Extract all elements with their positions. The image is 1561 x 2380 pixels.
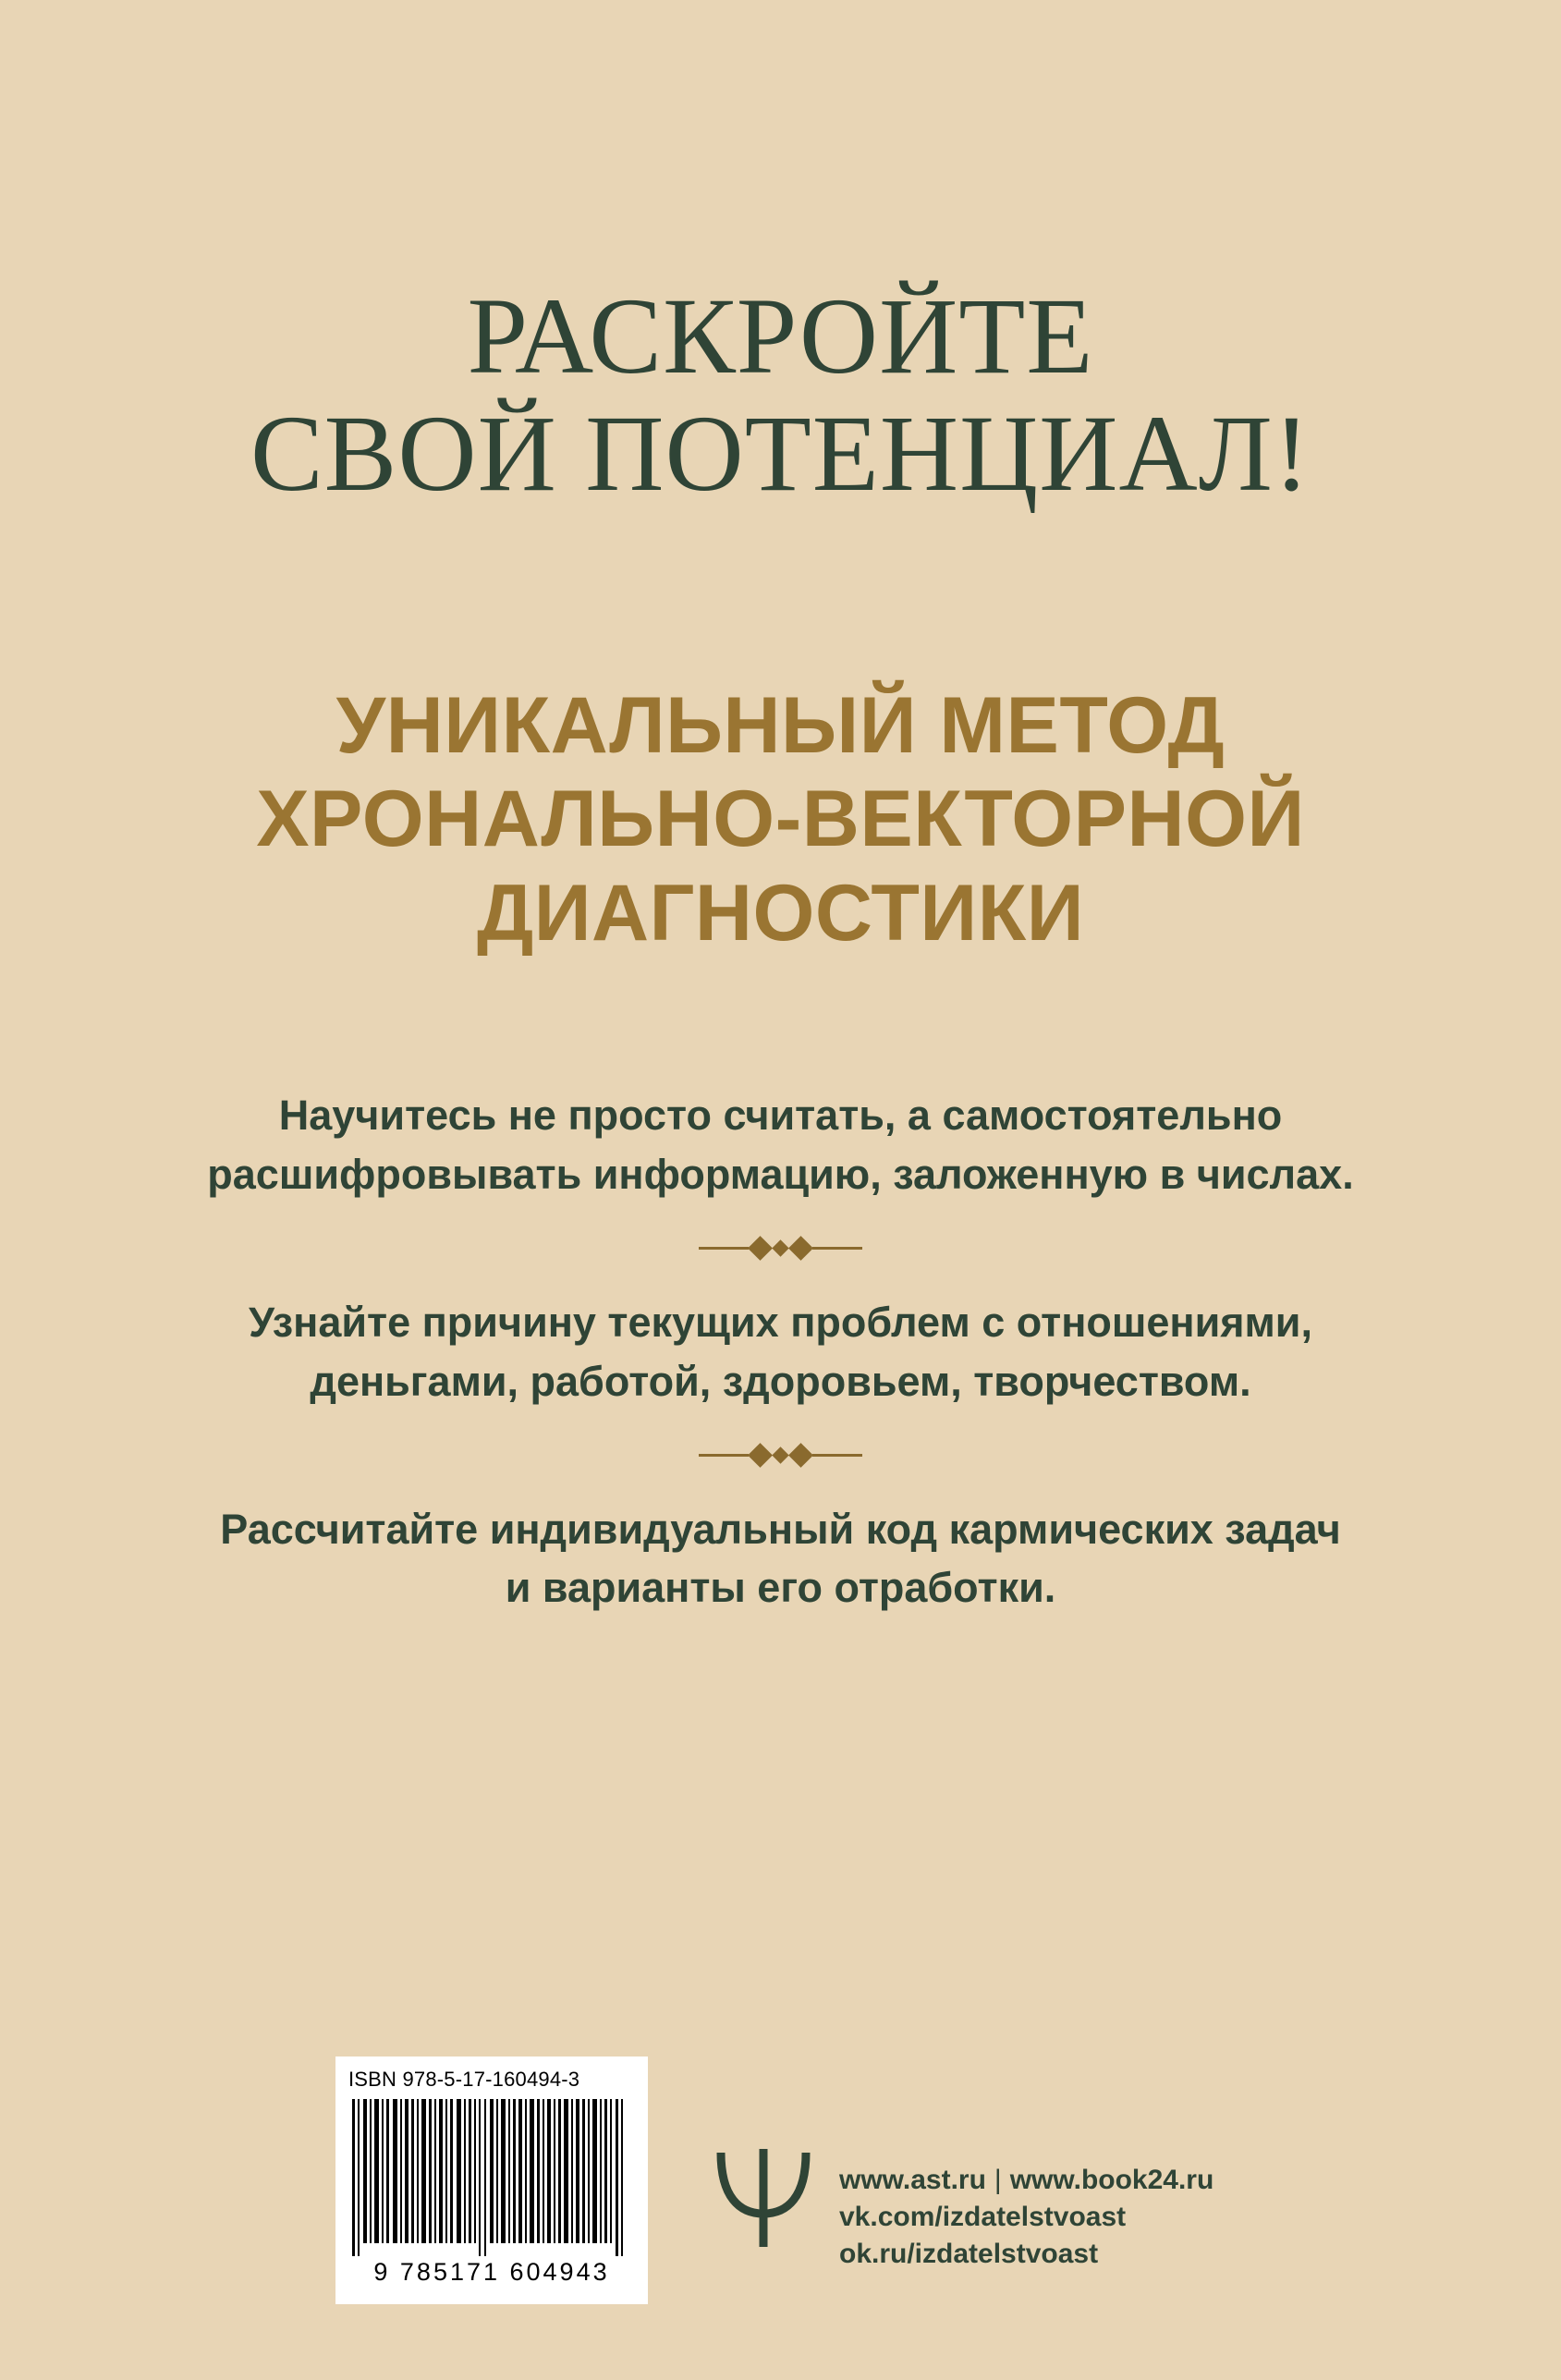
divider-diamond-left [748, 1236, 773, 1261]
page-title [0, 277, 1561, 513]
link-ok-izdatelstvoast[interactable]: ok.ru/izdatelstvoast [839, 2238, 1099, 2269]
links-separator: | [994, 2165, 1002, 2195]
headline-line-1: РАСКРОЙТЕ [467, 275, 1094, 397]
subtitle-line-1: УНИКАЛЬНЫЙ МЕТОД [335, 681, 1226, 770]
divider2-bar-right [812, 1454, 862, 1457]
barcode-icon [348, 2099, 635, 2256]
benefit-3-line-1: Рассчитайте индивидуальный код кармических задач [220, 1505, 1341, 1553]
links-row-1 [839, 2162, 1213, 2199]
divider-diamond-right [788, 1236, 813, 1261]
benefits-list [0, 1086, 1561, 1617]
divider2-bar-left [699, 1454, 749, 1457]
link-book24-ru[interactable]: www.book24.ru [1009, 2165, 1214, 2195]
link-vk-izdatelstvoast[interactable]: vk.com/izdatelstvoast [839, 2201, 1127, 2232]
ornament-divider-icon [0, 1204, 1561, 1293]
subtitle-line-2: ХРОНАЛЬНО-ВЕКТОРНОЙ [256, 775, 1305, 864]
benefit-paragraph-1 [0, 1086, 1561, 1204]
divider2-diamond-left [748, 1443, 773, 1468]
benefit-1-line-2: расшифровывать информацию, заложенную в числах. [207, 1150, 1354, 1198]
isbn-digits: 9 785171 604943 [373, 2258, 610, 2286]
benefit-1-line-1: Научитесь не просто считать, а самостоятельно [278, 1092, 1283, 1139]
publisher-block [712, 2140, 1213, 2273]
divider-diamond-center [772, 1240, 788, 1257]
divider2-diamond-center [772, 1446, 788, 1463]
ast-trident-logo-icon [712, 2140, 815, 2251]
links-row-2 [839, 2199, 1213, 2236]
divider2-diamond-right [788, 1443, 813, 1468]
isbn-barcode-block [335, 2057, 648, 2304]
benefit-3-line-2: и варианты его отработки. [505, 1564, 1056, 1612]
benefit-2-line-1: Узнайте причину текущих проблем с отношениями, [249, 1298, 1312, 1346]
subtitle [0, 679, 1561, 960]
links-row-3 [839, 2236, 1213, 2273]
ornament-divider-icon-2 [0, 1411, 1561, 1500]
isbn-label: ISBN 978-5-17-160494-3 [348, 2068, 580, 2091]
publisher-links [839, 2140, 1213, 2273]
benefit-paragraph-3 [0, 1500, 1561, 1618]
divider-bar-left [699, 1247, 749, 1250]
benefit-2-line-2: деньгами, работой, здоровьем, творчеством. [310, 1357, 1251, 1405]
link-ast-ru[interactable]: www.ast.ru [839, 2165, 986, 2195]
divider-bar-right [812, 1247, 862, 1250]
headline-line-2: СВОЙ ПОТЕНЦИАЛ! [250, 393, 1311, 515]
benefit-paragraph-2 [0, 1293, 1561, 1411]
subtitle-line-3: ДИАГНОСТИКИ [476, 868, 1085, 958]
